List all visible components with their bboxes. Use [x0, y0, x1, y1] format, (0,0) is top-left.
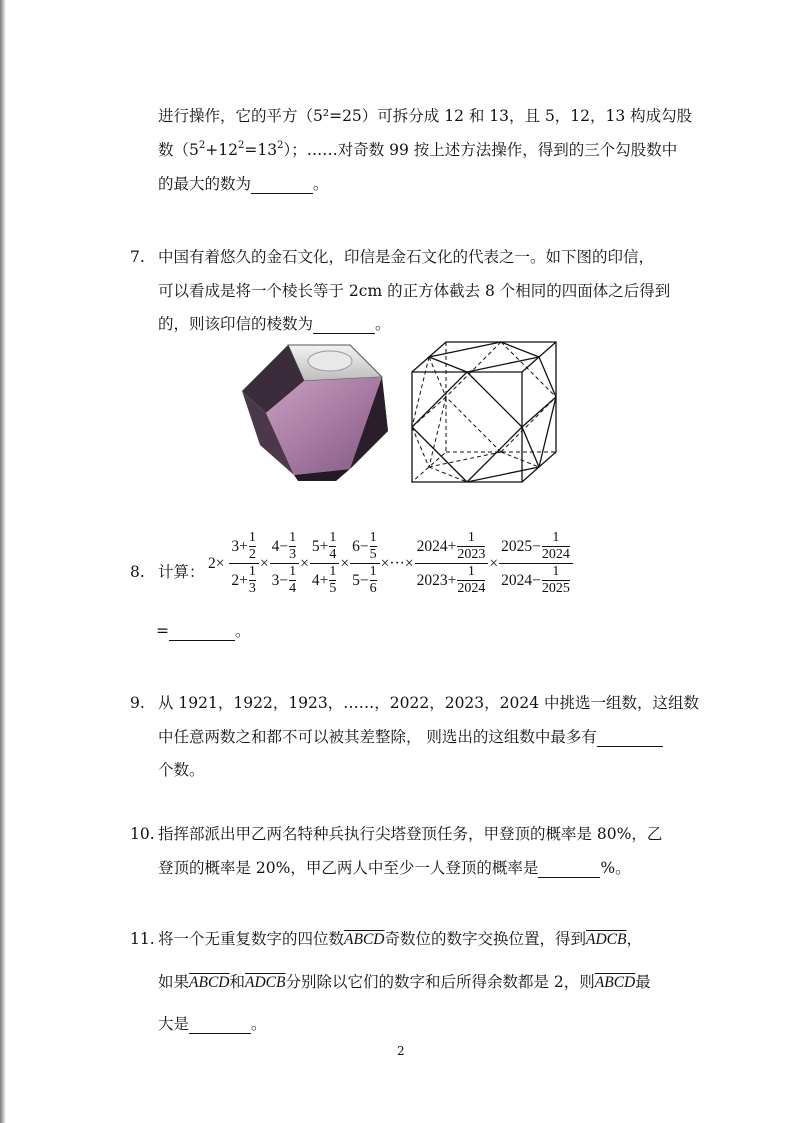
- outer-numerator: [229, 530, 259, 563]
- inner-fraction: [249, 530, 256, 563]
- compound-fraction: [270, 530, 300, 597]
- times-operator: ×: [489, 554, 499, 572]
- cube-top-right-edges: [412, 342, 556, 482]
- whole-part: 2024−: [501, 571, 541, 589]
- q9-line1: 从 1921，1922，1923，……，2022，2023，2024 中挑选一组数，这组数: [158, 694, 700, 712]
- inner-numerator: 1: [369, 564, 377, 579]
- page-number: 2: [397, 1044, 405, 1058]
- times-operator: ×: [340, 554, 350, 572]
- inner-denominator: 4: [289, 581, 297, 596]
- inner-fraction: [289, 530, 296, 563]
- outer-denominator: [229, 564, 259, 597]
- inner-fraction: [457, 530, 485, 563]
- whole-part: 5−: [352, 571, 369, 589]
- inner-fraction: [249, 564, 256, 597]
- inner-fraction: [370, 564, 377, 597]
- inner-fraction: [542, 530, 570, 563]
- q8-label: 计算：: [158, 563, 205, 581]
- q11-line1: 将一个无重复数字的四位数ABCD奇数位的数字交换位置，得到ADCB，: [158, 930, 642, 948]
- outer-denominator: [499, 564, 573, 597]
- q8-number: 8.: [130, 563, 145, 581]
- q7-number: 7.: [130, 248, 145, 266]
- q8-answer-line: = 。: [156, 622, 251, 640]
- q9-number: 9.: [130, 694, 145, 712]
- inner-fraction: [329, 530, 336, 563]
- q11-line3: 大是 。: [158, 1015, 267, 1033]
- whole-part: 4−: [271, 537, 289, 555]
- q8-expression: 2× 3+ $\frac{1}{2}$ 2+ $\frac{1}{3}$ × 4− $\frac{1}{3}$ 3− $\frac{1}{4}$ × 5+ $\frac{1}{4}$ 4+ $\frac{1}{5}$ × 6− $\frac{1}{5}$ 5− $\frac{1}{6}$ ×···× 2024+ $\frac{1}{2023}$ 2023+ $\frac{1}{2024}$ × 2025− $\frac{1}{2024}$ 2024− $\frac{1}{2025}$: [207, 530, 573, 597]
- inner-numerator: 1: [329, 564, 337, 579]
- inner-denominator: 4: [329, 547, 337, 562]
- ellipsis-operator: ×···×: [380, 554, 414, 572]
- whole-part: 2+: [231, 571, 248, 589]
- q6-line3: 的最大的数为 。: [158, 175, 329, 193]
- times-operator: ×: [259, 554, 269, 572]
- answer-blank[interactable]: [538, 861, 600, 878]
- compound-fraction: [499, 530, 573, 597]
- scan-left-edge: [0, 0, 6, 1123]
- seal-photo: [238, 343, 390, 483]
- outer-numerator: [310, 530, 340, 563]
- inner-fraction: [542, 564, 570, 597]
- inner-numerator: 1: [289, 564, 297, 579]
- inner-denominator: 3: [248, 581, 256, 596]
- q10-line2: 登顶的概率是 20%，甲乙两人中至少一人登顶的概率是 %。: [158, 859, 631, 877]
- inner-numerator: 1: [289, 530, 297, 545]
- inner-denominator: 5: [329, 581, 337, 596]
- answer-blank[interactable]: [189, 1017, 251, 1034]
- outer-denominator: [350, 564, 380, 597]
- inner-numerator: 1: [248, 530, 256, 545]
- inner-denominator: 2025: [541, 581, 570, 596]
- q9-line3: 个数。: [158, 761, 205, 779]
- inner-denominator: 6: [369, 581, 377, 596]
- cube-truncation-diagram: [408, 340, 572, 486]
- q10-line1: 指挥部派出甲乙两名特种兵执行尖塔登顶任务，甲登顶的概率是 80%，乙: [158, 825, 663, 843]
- whole-part: 3−: [271, 571, 289, 589]
- inner-denominator: 3: [289, 547, 297, 562]
- outer-numerator: [350, 530, 380, 563]
- answer-blank[interactable]: [597, 730, 663, 747]
- outer-denominator: [415, 564, 489, 597]
- compound-fraction: [310, 530, 340, 597]
- compound-fraction: [229, 530, 259, 597]
- q9-line2: 中任意两数之和都不可以被其差整除， 则选出的这组数中最多有: [158, 727, 663, 747]
- q7-line3: 的，则该印信的棱数为 。: [158, 315, 391, 333]
- inner-denominator: 5: [369, 547, 377, 562]
- outer-numerator: [270, 530, 300, 563]
- inner-denominator: 2024: [457, 581, 486, 596]
- q7-line2: 可以看成是将一个棱长等于 2cm 的正方体截去 8 个相同的四面体之后得到: [158, 282, 671, 300]
- whole-part: 5+: [311, 537, 329, 555]
- inner-numerator: 1: [467, 564, 475, 579]
- whole-part: 2023+: [416, 571, 457, 589]
- outer-numerator: [415, 530, 489, 563]
- whole-part: 2024+: [416, 537, 457, 555]
- q11-line2: 如果ABCD和ADCB分别除以它们的数字和后所得余数都是 2，则ABCD最: [158, 973, 651, 991]
- q7-line1: 中国有着悠久的金石文化，印信是金石文化的代表之一。如下图的印信，: [158, 248, 655, 266]
- inner-fraction: [457, 564, 485, 597]
- q6-line1: 进行操作，它的平方（5²=25）可拆分成 12 和 13，且 5，12，13 构成勾股: [158, 107, 693, 125]
- inner-numerator: 1: [369, 530, 377, 545]
- answer-blank[interactable]: [251, 177, 313, 194]
- inner-fraction: [329, 564, 336, 597]
- inner-numerator: 1: [552, 530, 560, 545]
- times-operator: ×: [300, 554, 309, 572]
- answer-blank[interactable]: [169, 624, 235, 641]
- q11-number: 11.: [130, 930, 155, 948]
- inner-denominator: 2024: [541, 547, 570, 562]
- inner-numerator: 1: [329, 530, 337, 545]
- inner-denominator: 2: [248, 547, 256, 562]
- compound-fraction: [350, 530, 380, 597]
- compound-fraction: [415, 530, 489, 597]
- inner-numerator: 1: [467, 530, 475, 545]
- answer-blank[interactable]: [313, 317, 375, 334]
- outer-denominator: [270, 564, 300, 597]
- q10-number: 10.: [130, 825, 155, 843]
- inner-denominator: 2023: [457, 547, 486, 562]
- inner-numerator: 1: [552, 564, 560, 579]
- cube-front-face: [412, 372, 522, 482]
- outer-denominator: [310, 564, 340, 597]
- outer-numerator: [499, 530, 573, 563]
- inner-fraction: [289, 564, 296, 597]
- whole-part: 6−: [352, 537, 369, 555]
- whole-part: 2025−: [501, 537, 541, 555]
- inner-fraction: [370, 530, 377, 563]
- whole-part: 3+: [231, 537, 248, 555]
- q6-line2: 数$(5^2+12^2=13^2)$；……对奇数 99 按上述方法操作，得到的三个勾股数中: [158, 139, 678, 159]
- inner-numerator: 1: [248, 564, 256, 579]
- whole-part: 4+: [311, 571, 329, 589]
